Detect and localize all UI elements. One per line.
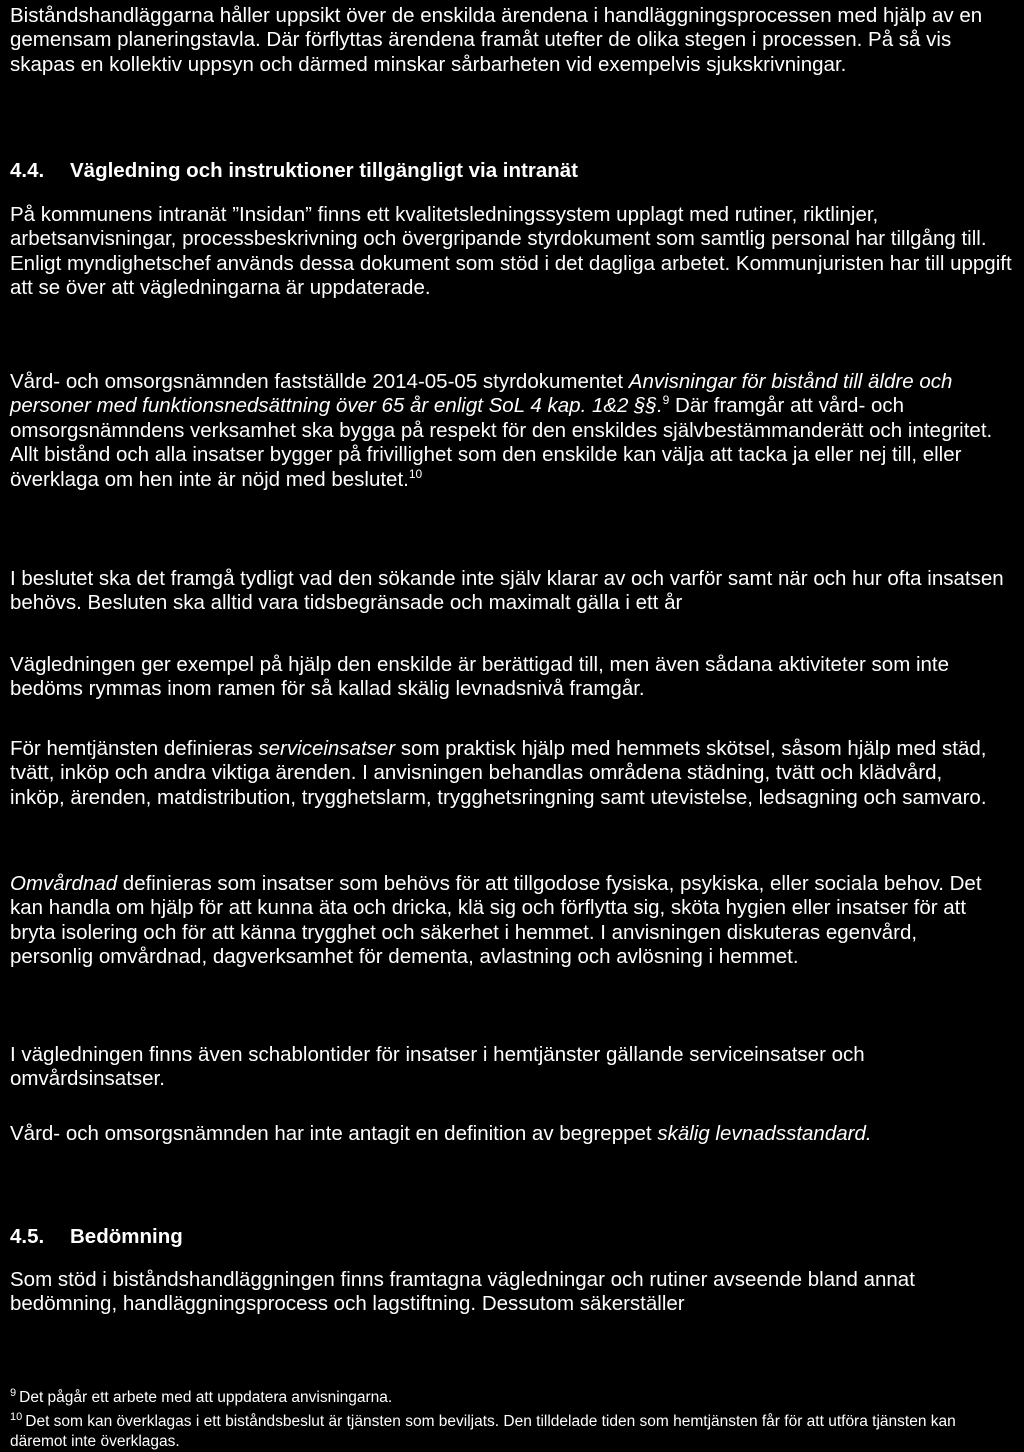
footnote-text: Det som kan överklagas i ett biståndsbeslut är tjänsten som beviljats. Den tilldelade tiden som hemtjänsten får för att utföra tjänsten kan däremot inte överklagas.	[10, 1413, 956, 1450]
document-title-italic: Anvisningar för bistånd till äldre och personer med funktionsnedsättning över 65 år enligt SoL 4 kap. 1&2 §§.	[10, 370, 953, 418]
footnote-number: 10	[10, 1411, 23, 1423]
paragraph: Vård- och omsorgsnämnden har inte antagit en definition av begreppet skälig levnadsstandard.	[10, 1122, 872, 1145]
paragraph: Som stöd i biståndshandläggningen finns framtagna vägledningar och rutiner avseende bland annat bedömning, handläggningsprocess och lagstiftning. Dessutom säkerställer	[10, 1268, 915, 1316]
footnote-text: Det pågår ett arbete med att uppdatera anvisningarna.	[19, 1389, 393, 1406]
paragraph: Omvårdnad definieras som insatser som behövs för att tillgodose fysiska, psykiska, eller sociala behov. Det kan handla om hjälp för att kunna äta och dricka, klä sig och förflytta sig, sköta hygien eller insatser för att bryta isolering och för att känna trygghet och säkerhet i hemmet. I anvisningen diskuteras egenvård, personlig omvårdnad, dagverksamhet för dementa, avlastning och avlösning i hemmet.	[10, 872, 982, 969]
section-4-5-heading	[10, 1225, 183, 1249]
section-number: 4.5.	[10, 1225, 45, 1248]
footnote-ref: 10	[408, 466, 423, 481]
section-title: Vägledning och instruktioner tillgängligt via intranät	[70, 159, 578, 182]
paragraph: På kommunens intranät ”Insidan” finns ett kvalitetsledningssystem upplagt med rutiner, riktlinjer, arbetsanvisningar, processbeskrivning och övergripande styrdokument som samtlig personal har tillgång till. Enligt myndighetschef används dessa dokument som stöd i det dagliga arbetet. Kommunjuristen har till uppgift att se över att vägledningarna är uppdaterade.	[10, 203, 1012, 300]
footnote	[10, 1388, 1010, 1408]
section-number: 4.4.	[10, 159, 45, 182]
paragraph: Vägledningen ger exempel på hjälp den enskilde är berättigad till, men även sådana aktiviteter som inte bedöms rymmas inom ramen för så kallad skälig levnadsnivå framgår.	[10, 653, 950, 701]
paragraph: I beslutet ska det framgå tydligt vad den sökande inte själv klarar av och varför samt när och hur ofta insatsen behövs. Besluten ska alltid vara tidsbegränsade och maximalt gälla i ett år	[10, 567, 1004, 615]
paragraph: I vägledningen finns även schablontider för insatser i hemtjänster gällande serviceinsatser och omvårdsinsatser.	[10, 1043, 865, 1091]
footnote-ref: 9	[662, 393, 670, 408]
paragraph: För hemtjänsten definieras serviceinsatser som praktisk hjälp med hemmets skötsel, såsom hjälp med städ, tvätt, inköp och andra viktiga ärenden. I anvisningen behandlas områdena städning, tvätt och klädvård, inköp, ärenden, matdistribution, trygghetslarm, trygghetsringning samt utevistelse, ledsagning och samvaro.	[10, 737, 987, 809]
intro-paragraph: Biståndshandläggarna håller uppsikt över de enskilda ärendena i handläggningsprocessen med hjälp av en gemensam planeringstavla. Där förflyttas ärendena framåt utefter de olika stegen i processen. På så vis skapas en kollektiv uppsyn och därmed minskar sårbarheten vid exempelvis sjukskrivningar.	[10, 4, 983, 76]
footnote	[10, 1412, 1010, 1452]
section-title: Bedömning	[70, 1225, 183, 1248]
section-4-4-heading	[10, 159, 578, 183]
paragraph: Vård- och omsorgsnämnden fastställde 2014-05-05 styrdokumentet Anvisningar för bistånd till äldre och personer med funktionsnedsättning över 65 år enligt SoL 4 kap. 1&2 §§.$^9$ Där framgår att vård- och omsorgsnämndens verksamhet ska bygga på respekt för den enskildes självbestämmanderätt och integritet. Allt bistånd och alla insatser bygger på frivillighet som den enskilde kan välja att tacka ja eller nej till, eller överklaga om hen inte är nöjd med beslutet.$^{10}$	[10, 370, 993, 491]
footnote-number: 9	[10, 1387, 17, 1399]
